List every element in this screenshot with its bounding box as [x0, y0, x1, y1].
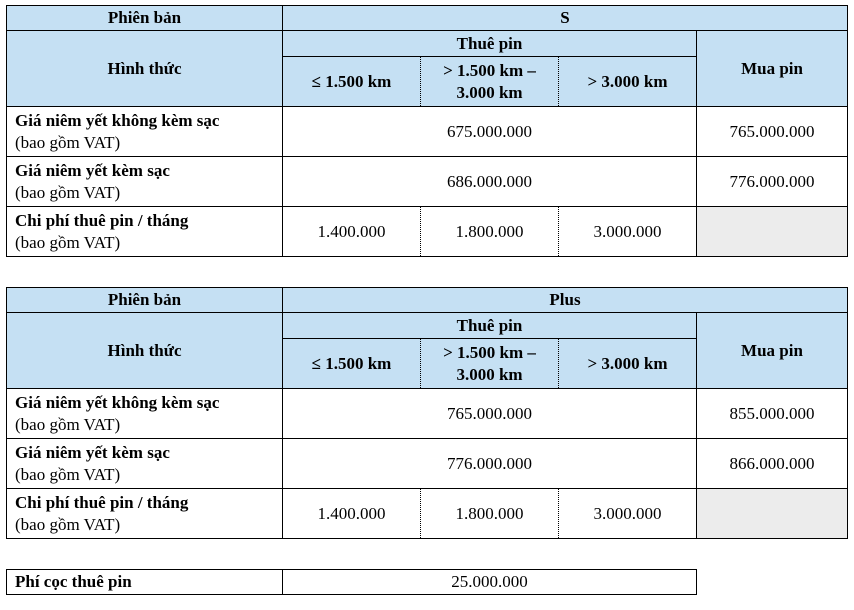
table-row	[7, 157, 848, 207]
table-header-row	[7, 288, 848, 313]
tier1-label: ≤ 1.500 km	[283, 57, 421, 107]
tier2-label-line2: 3.000 km	[456, 82, 523, 102]
buy-price-with-charger: 866.000.000	[697, 439, 848, 489]
price-table-plus	[6, 287, 848, 539]
row-label-vat: (bao gồm VAT)	[15, 464, 121, 484]
row-label-no-charger	[7, 389, 283, 439]
tier2-label-line1: > 1.500 km –	[443, 342, 536, 362]
tier1-label: ≤ 1.500 km	[283, 339, 421, 389]
row-label-with-charger	[7, 157, 283, 207]
table-header-row	[7, 31, 848, 57]
deposit-table	[6, 569, 697, 595]
monthly-tier3: 3.000.000	[559, 489, 697, 539]
table-header-row	[7, 6, 848, 31]
tier2-label-line1: > 1.500 km –	[443, 60, 536, 80]
table-header-row	[7, 313, 848, 339]
table-row	[7, 489, 848, 539]
rent-price-with-charger: 686.000.000	[283, 157, 697, 207]
row-label-vat: (bao gồm VAT)	[15, 132, 121, 152]
row-label-text: Giá niêm yết kèm sạc	[15, 160, 170, 180]
version-label: Phiên bản	[7, 288, 283, 313]
tier3-label: > 3.000 km	[559, 339, 697, 389]
buy-price-no-charger: 765.000.000	[697, 107, 848, 157]
form-label: Hình thức	[7, 31, 283, 107]
row-label-text: Giá niêm yết kèm sạc	[15, 442, 170, 462]
table-row	[7, 207, 848, 257]
form-label: Hình thức	[7, 313, 283, 389]
deposit-label: Phí cọc thuê pin	[7, 570, 283, 595]
buy-battery-label: Mua pin	[697, 31, 848, 107]
price-table-s	[6, 5, 848, 257]
version-label: Phiên bản	[7, 6, 283, 31]
row-label-with-charger	[7, 439, 283, 489]
tier3-label: > 3.000 km	[559, 57, 697, 107]
tier2-label-line2: 3.000 km	[456, 364, 523, 384]
row-label-text: Giá niêm yết không kèm sạc	[15, 392, 220, 412]
row-label-vat: (bao gồm VAT)	[15, 232, 121, 252]
rent-battery-label: Thuê pin	[283, 313, 697, 339]
row-label-vat: (bao gồm VAT)	[15, 182, 121, 202]
version-name: Plus	[283, 288, 848, 313]
table-row	[7, 439, 848, 489]
row-label-no-charger	[7, 107, 283, 157]
rent-price-no-charger: 765.000.000	[283, 389, 697, 439]
rent-price-no-charger: 675.000.000	[283, 107, 697, 157]
empty-cell	[697, 207, 848, 257]
row-label-vat: (bao gồm VAT)	[15, 514, 121, 534]
row-label-monthly	[7, 207, 283, 257]
row-label-text: Giá niêm yết không kèm sạc	[15, 110, 220, 130]
rent-battery-label: Thuê pin	[283, 31, 697, 57]
version-name: S	[283, 6, 848, 31]
table-row	[7, 107, 848, 157]
monthly-tier2: 1.800.000	[421, 207, 559, 257]
monthly-tier1: 1.400.000	[283, 489, 421, 539]
table-row	[7, 389, 848, 439]
monthly-tier2: 1.800.000	[421, 489, 559, 539]
monthly-tier3: 3.000.000	[559, 207, 697, 257]
row-label-text: Chi phí thuê pin / tháng	[15, 210, 189, 230]
tier2-label	[421, 339, 559, 389]
deposit-row	[7, 570, 697, 595]
buy-price-no-charger: 855.000.000	[697, 389, 848, 439]
rent-price-with-charger: 776.000.000	[283, 439, 697, 489]
tier2-label	[421, 57, 559, 107]
row-label-text: Chi phí thuê pin / tháng	[15, 492, 189, 512]
row-label-monthly	[7, 489, 283, 539]
monthly-tier1: 1.400.000	[283, 207, 421, 257]
deposit-value: 25.000.000	[283, 570, 697, 595]
empty-cell	[697, 489, 848, 539]
buy-price-with-charger: 776.000.000	[697, 157, 848, 207]
row-label-vat: (bao gồm VAT)	[15, 414, 121, 434]
buy-battery-label: Mua pin	[697, 313, 848, 389]
